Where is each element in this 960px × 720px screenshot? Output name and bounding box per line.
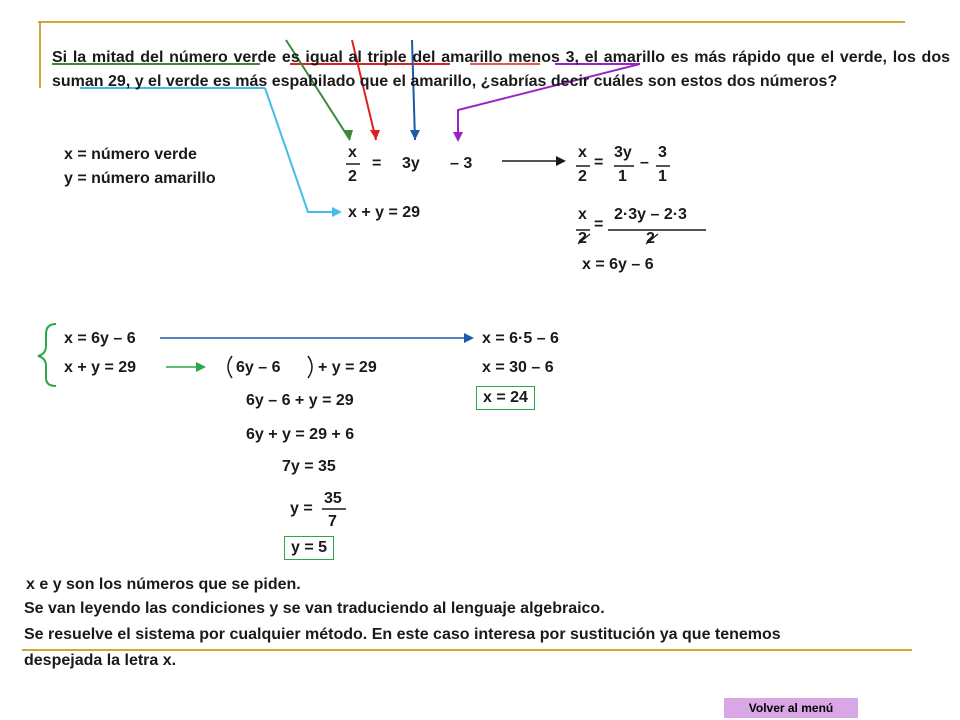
step1-3y: 3y — [614, 144, 632, 161]
x-definition: x = número verde — [64, 146, 197, 163]
sub-step3: 6y + y = 29 + 6 — [246, 426, 355, 443]
sub-step5-den: 7 — [328, 513, 337, 530]
back-to-menu-button[interactable]: Volver al menú — [724, 698, 858, 718]
sub-step4: 7y = 35 — [282, 458, 336, 475]
eq1-equals: = — [372, 155, 382, 172]
sub-step1b: + y = 29 — [318, 359, 377, 376]
y-definition: y = número amarillo — [64, 170, 216, 187]
step2-2b: 2 — [646, 230, 655, 247]
eq1-3y: 3y — [402, 155, 420, 172]
sub-step2: 6y – 6 + y = 29 — [246, 392, 354, 409]
y-result: y = 5 — [284, 536, 334, 560]
sub-step5-y: y = — [290, 500, 313, 517]
step3: x = 6y – 6 — [582, 256, 654, 273]
conclusion-3: Se resuelve el sistema por cualquier método. En este caso interesa por sustitución ya que tenemos — [24, 626, 781, 643]
eq1-numerator: x — [348, 144, 357, 161]
conclusion-4: despejada la letra x. — [24, 652, 177, 669]
step1-equals: = — [594, 154, 604, 171]
step1-2: 2 — [578, 168, 587, 185]
result-step1: x = 6·5 – 6 — [482, 330, 559, 347]
step2-x: x — [578, 206, 587, 223]
step2-2a: 2 — [578, 230, 587, 247]
result-step2: x = 30 – 6 — [482, 359, 554, 376]
sub-step1a: 6y – 6 — [236, 359, 281, 376]
eq1-minus3: – 3 — [450, 155, 473, 172]
system-line1: x = 6y – 6 — [64, 330, 136, 347]
eq1-denominator: 2 — [348, 168, 357, 185]
step2-numerator: 2·3y – 2·3 — [614, 206, 687, 223]
step1-3: 3 — [658, 144, 667, 161]
step2-equals: = — [594, 216, 604, 233]
step1-minus: – — [640, 154, 649, 171]
problem-statement: Si la mitad del número verde es igual al triple del amarillo menos 3, el amarillo es más rápido que el verde, los dos suman 29, y el verde es más espabilado que el amarillo, ¿sabrías decir cuáles son estos dos números? — [52, 49, 950, 90]
sub-step5-num: 35 — [324, 490, 342, 507]
step1-1a: 1 — [618, 168, 627, 185]
x-result: x = 24 — [476, 386, 535, 410]
system-line2: x + y = 29 — [64, 359, 137, 376]
cyan-arrow — [265, 88, 338, 212]
conclusion-2: Se van leyendo las condiciones y se van traduciendo al lenguaje algebraico. — [24, 600, 605, 617]
eq2: x + y = 29 — [348, 204, 421, 221]
system-brace — [38, 324, 56, 386]
conclusion-1: x e y son los números que se piden. — [26, 576, 301, 593]
step1-1b: 1 — [658, 168, 667, 185]
step1-x: x — [578, 144, 587, 161]
